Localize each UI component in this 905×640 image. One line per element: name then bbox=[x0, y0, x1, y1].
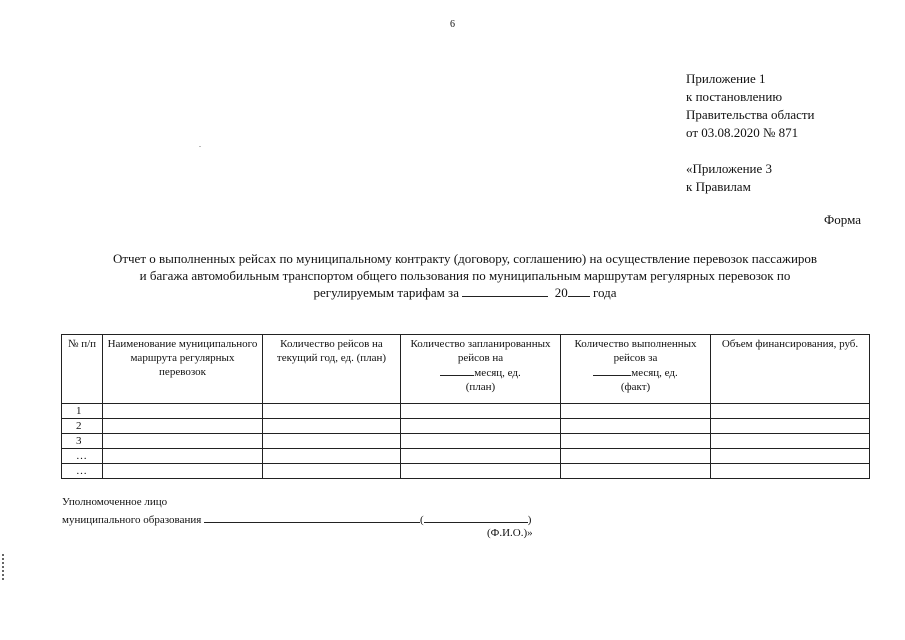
appendix-block bbox=[686, 70, 815, 196]
fio-label: (Ф.И.О.)» bbox=[487, 527, 533, 539]
header-trips-performed: Количество выполненных рейсов за месяц, ед. (факт) bbox=[561, 335, 711, 404]
fio-blank[interactable] bbox=[424, 510, 528, 523]
table-cell[interactable] bbox=[263, 449, 401, 464]
title-line-2: и багажа автомобильным транспортом общего пользования по муниципальным маршрутам регулярных перевозок по bbox=[139, 268, 791, 283]
table-cell[interactable] bbox=[103, 449, 263, 464]
table-cell[interactable] bbox=[561, 434, 711, 449]
appendix-line: от 03.08.2020 № 871 bbox=[686, 125, 799, 140]
header-number: № п/п bbox=[62, 335, 103, 404]
page-number: 6 bbox=[450, 19, 455, 30]
appendix-line: «Приложение 3 bbox=[686, 161, 773, 176]
row-number: 2 bbox=[62, 419, 103, 434]
table-row bbox=[62, 464, 870, 479]
table-cell[interactable] bbox=[263, 434, 401, 449]
signature-blank[interactable] bbox=[204, 510, 420, 523]
month-blank[interactable] bbox=[440, 365, 474, 376]
row-number: 3 bbox=[62, 434, 103, 449]
fio-close-paren: ) bbox=[527, 514, 532, 526]
title-line-3 bbox=[40, 284, 890, 301]
table-cell[interactable] bbox=[103, 464, 263, 479]
signature-line-2 bbox=[62, 510, 531, 528]
appendix-line: к постановлению bbox=[686, 89, 783, 104]
year-blank[interactable] bbox=[568, 284, 590, 297]
header-financing: Объем финансирования, руб. bbox=[711, 335, 870, 404]
table-cell[interactable] bbox=[263, 464, 401, 479]
header-route-name: Наименование муниципального маршрута регулярных перевозок bbox=[103, 335, 263, 404]
header-trips-planned: Количество запланированных рейсов на месяц, ед. (план) bbox=[401, 335, 561, 404]
row-number: … bbox=[62, 464, 103, 479]
table-cell[interactable] bbox=[561, 449, 711, 464]
title-year-suffix: года bbox=[592, 285, 617, 300]
table-row bbox=[62, 419, 870, 434]
table-cell[interactable] bbox=[401, 464, 561, 479]
table-row bbox=[62, 404, 870, 419]
table-cell[interactable] bbox=[561, 464, 711, 479]
table-cell[interactable] bbox=[263, 419, 401, 434]
table-row bbox=[62, 434, 870, 449]
row-number: 1 bbox=[62, 404, 103, 419]
table-cell[interactable] bbox=[711, 419, 870, 434]
table-cell[interactable] bbox=[401, 434, 561, 449]
table-cell[interactable] bbox=[401, 419, 561, 434]
table-cell[interactable] bbox=[561, 419, 711, 434]
table-cell[interactable] bbox=[401, 404, 561, 419]
table-cell[interactable] bbox=[711, 434, 870, 449]
table-cell[interactable] bbox=[263, 404, 401, 419]
table-cell[interactable] bbox=[561, 404, 711, 419]
table-cell[interactable] bbox=[711, 449, 870, 464]
signature-org-label: муниципального образования bbox=[62, 514, 202, 526]
table-cell[interactable] bbox=[103, 404, 263, 419]
table-cell[interactable] bbox=[711, 464, 870, 479]
form-label: Форма bbox=[824, 212, 861, 227]
table-cell[interactable] bbox=[711, 404, 870, 419]
month-blank[interactable] bbox=[593, 365, 631, 376]
table-row bbox=[62, 449, 870, 464]
scan-edge-mark bbox=[2, 554, 6, 580]
signature-block bbox=[62, 494, 531, 528]
appendix-line: Приложение 1 bbox=[686, 71, 766, 86]
table-cell[interactable] bbox=[103, 434, 263, 449]
table-cell[interactable] bbox=[401, 449, 561, 464]
table-cell[interactable] bbox=[103, 419, 263, 434]
period-blank[interactable] bbox=[462, 284, 548, 297]
row-number: … bbox=[62, 449, 103, 464]
title-line-1: Отчет о выполненных рейсах по муниципальному контракту (договору, соглашению) на осуществление перевозок пассажиров bbox=[112, 251, 818, 266]
table-header-row bbox=[62, 335, 870, 404]
report-title bbox=[40, 250, 890, 301]
header-trips-year: Количество рейсов на текущий год, ед. (план) bbox=[263, 335, 401, 404]
title-year-prefix: 20 bbox=[554, 285, 568, 300]
scan-dot bbox=[199, 146, 201, 147]
signature-line-1: Уполномоченное лицо bbox=[62, 496, 168, 508]
appendix-line: к Правилам bbox=[686, 179, 751, 194]
fio-open-paren: ( bbox=[420, 514, 424, 526]
appendix-line: Правительства области bbox=[686, 107, 815, 122]
appendix-spacer bbox=[686, 142, 815, 160]
report-table bbox=[61, 334, 870, 479]
title-period-prefix: регулируемым тарифам за bbox=[313, 285, 459, 300]
